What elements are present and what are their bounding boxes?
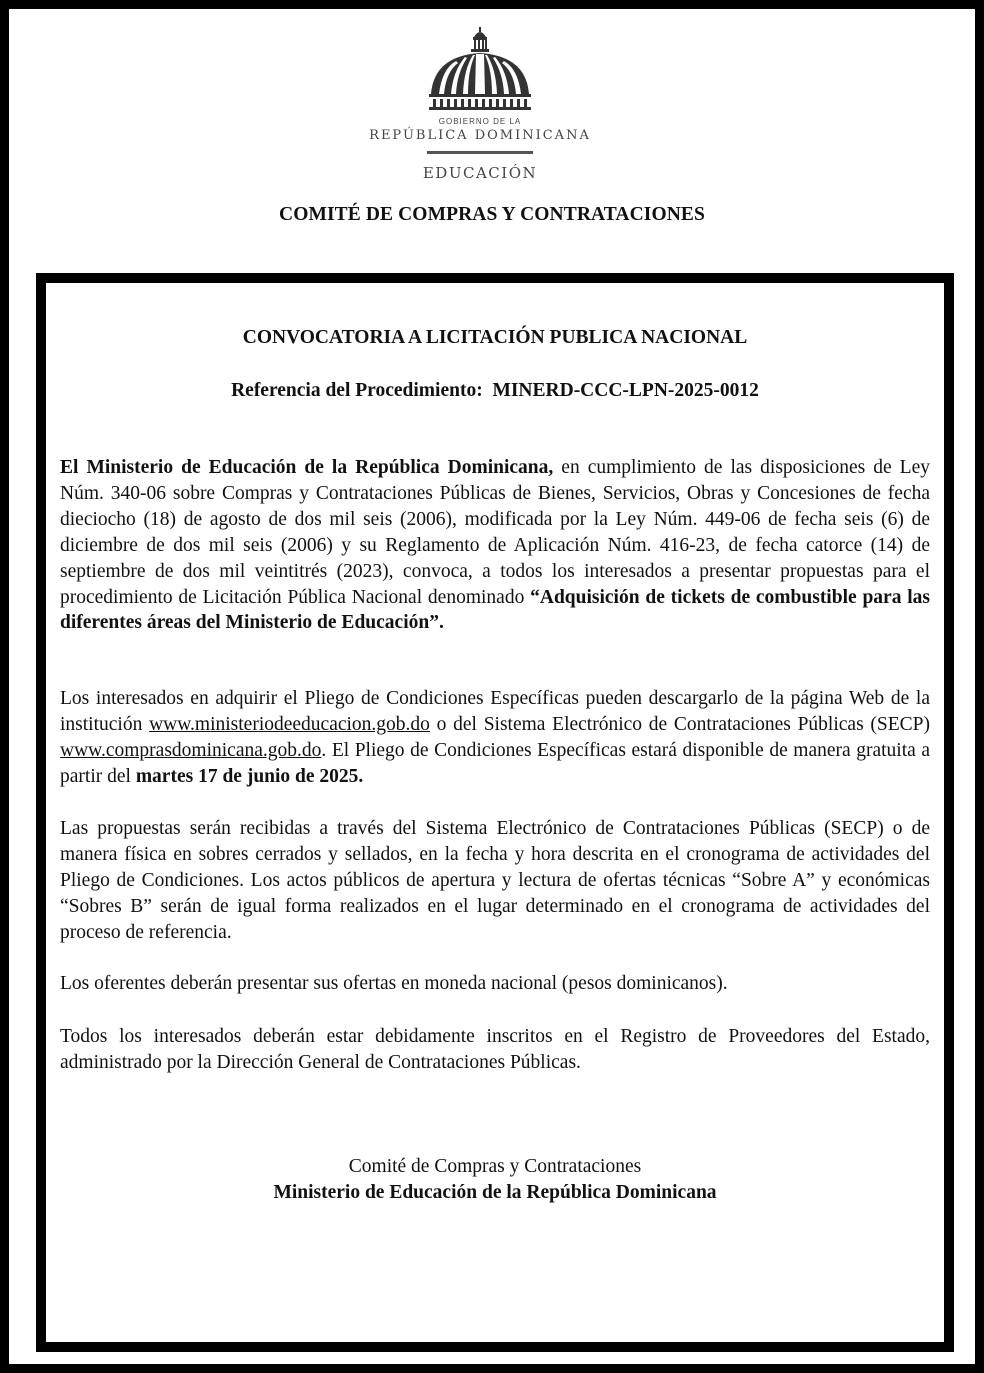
notice-frame [36,273,954,1352]
ministry-website-link[interactable]: www.ministeriodeeducacion.gob.do [149,713,430,735]
notice-page [9,9,975,1364]
procedure-reference: Referencia del Procedimiento: MINERD-CCC-LPN-2025-0012 [231,380,759,401]
paragraph-text: Los interesados en adquirir el Pliego de Condiciones Específicas pueden descargarlo de la página Web de la institución [60,688,930,735]
paragraph-text: o del Sistema Electrónico de Contrataciones Públicas (SECP) [429,713,930,735]
committee-heading: COMITÉ DE COMPRAS Y CONTRATACIONES [279,204,705,225]
paragraph-documents [60,686,930,790]
ministry-name: El Ministerio de Educación de la República Dominicana, [60,457,554,478]
paragraph-convocation [60,455,930,636]
government-logo [9,9,975,194]
signature-committee: Comité de Compras y Contrataciones [348,1156,642,1177]
notice-title: CONVOCATORIA A LICITACIÓN PUBLICA NACIONAL [242,327,748,348]
dome-icon [429,27,531,110]
secp-website-link[interactable]: www.comprasdominicana.gob.do [60,739,322,761]
paragraph-text: . El Pliego de Condiciones Específicas estará disponible de manera gratuita a partir del [60,739,930,787]
paragraph-registry: Todos los interesados deberán estar debidamente inscritos en el Registro de Proveedores del Estado, administrado por la Dirección General de Contrataciones Públicas. [60,1026,930,1073]
paragraph-currency: Los oferentes deberán presentar sus ofertas en moneda nacional (pesos dominicanos). [60,973,728,994]
signature-organization: Ministerio de Educación de la República Dominicana [273,1181,717,1203]
paragraph-text: en cumplimiento de las disposiciones de Ley Núm. 340-06 sobre Compras y Contrataciones Públicas de Bienes, Servicios, Obras y Concesiones de fecha dieciocho (18) de agosto de dos mil seis (2006), modificada por la Ley Núm. 449-06 de fecha seis (6) de diciembre de dos mil seis (2006) y su Reglamento de Aplicación Núm. 416-23, de fecha catorce (14) de septiembre de dos mil veintitrés (2023), convoca, a todos los interesados a presentar propuestas para el procedimiento de Licitación Pública Nacional denominado [60,457,930,608]
paragraph-proposals: Las propuestas serán recibidas a través del Sistema Electrónico de Contrataciones Públicas (SECP) o de manera física en sobres cerrados y sellados, en la fecha y hora descrita en el cronograma de actividades del Pliego de Condiciones. Los actos públicos de apertura y lectura de ofertas técnicas “Sobre A” y económicas “Sobres B” serán de igual forma realizados en el lugar determinado en el cronograma de actividades del proceso de referencia. [60,818,930,943]
logo-line2: REPÚBLICA DOMINICANA [369,128,591,143]
signature-block [46,1154,944,1206]
availability-date: martes 17 de junio de 2025. [135,765,364,787]
procedure-name: “Adquisición de tickets de combustible para las diferentes áreas del Ministerio de Educación”. [60,586,930,634]
logo-department: EDUCACIÓN [422,164,538,182]
logo-line1: GOBIERNO DE LA [438,117,522,126]
